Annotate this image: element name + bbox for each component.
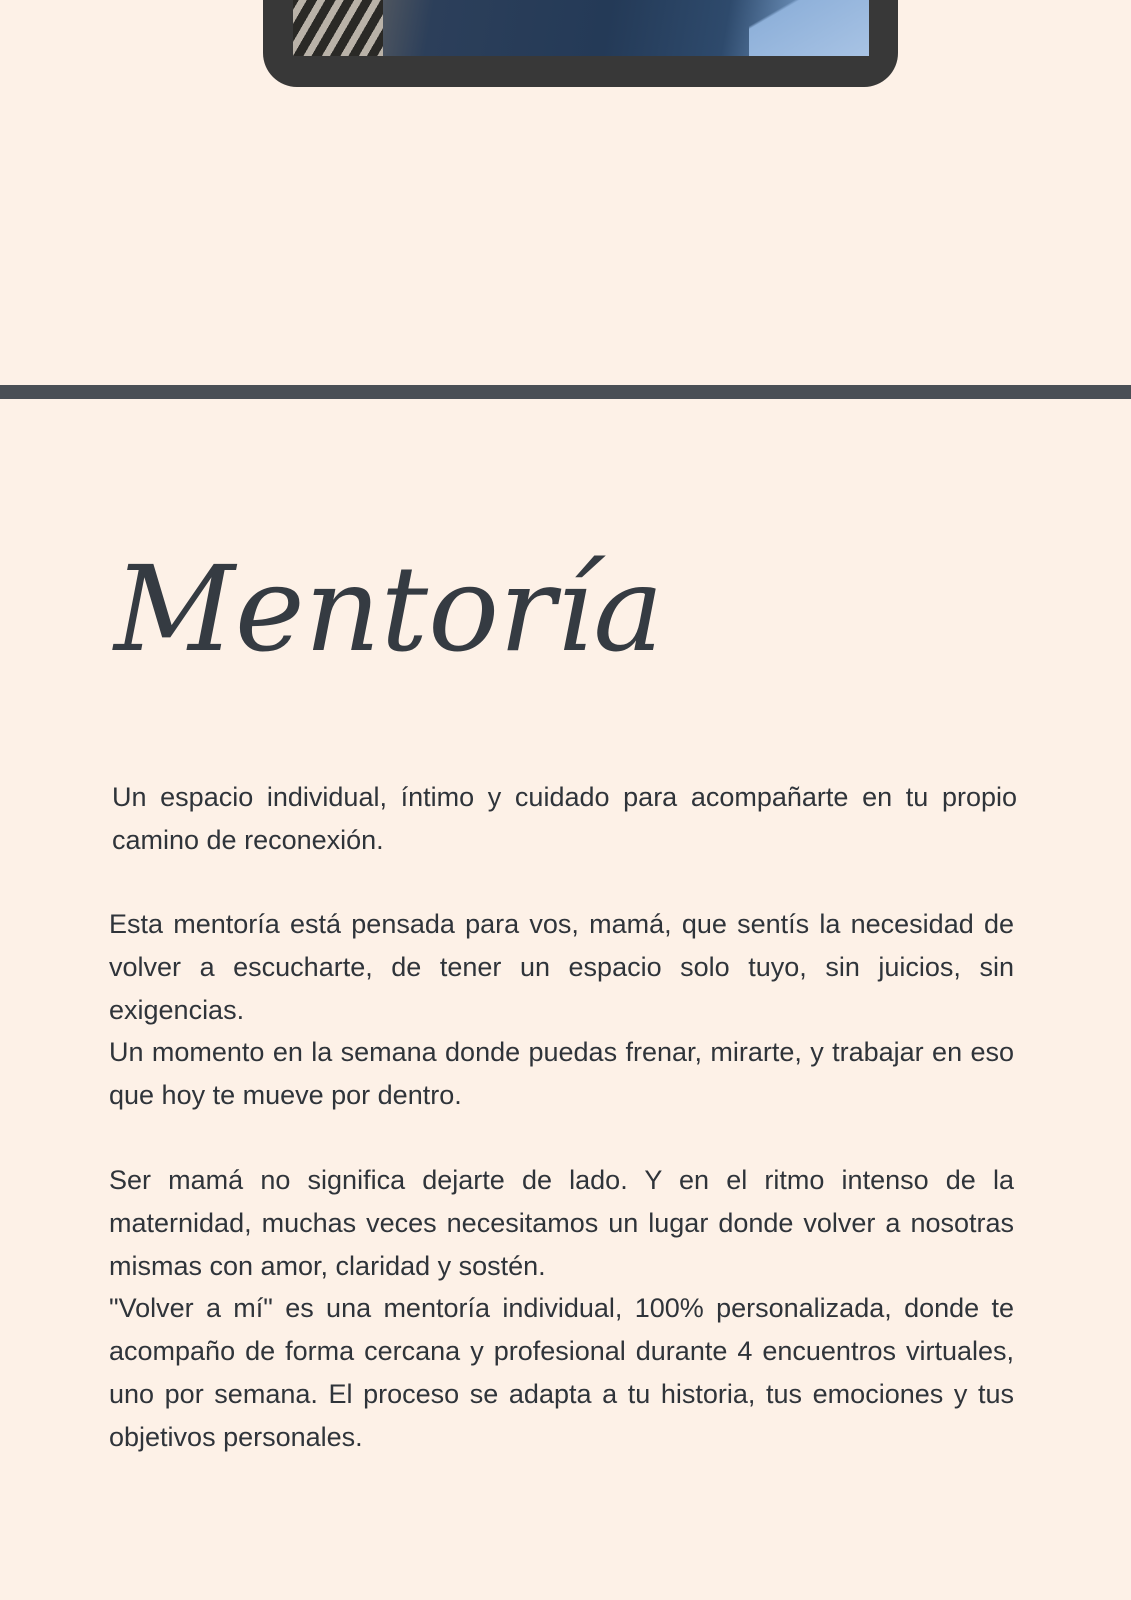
section-title-text: Mentoría [114,540,664,678]
body-paragraph: Esta mentoría está pensada para vos, mamá, que sentís la necesidad de volver a escucharte, de tener un espacio solo tuyo, sin juicios, sin exigencias. [109,909,1014,1025]
photo-image [293,0,869,56]
section-title [108,500,664,695]
photo-frame [263,0,898,87]
photo-striped-fabric [293,0,383,56]
section-divider [0,385,1131,399]
intro-paragraph: Un espacio individual, íntimo y cuidado para acompañarte en tu propio camino de reconexión. [112,782,1017,855]
photo-denim-highlight [749,0,869,56]
body-paragraph: Ser mamá no significa dejarte de lado. Y en el ritmo intenso de la maternidad, muchas veces necesitamos un lugar donde volver a nosotras mismas con amor, claridad y sostén. [109,1165,1014,1281]
body-paragraph: "Volver a mí" es una mentoría individual, 100% personalizada, donde te acompaño de forma cercana y profesional durante 4 encuentros virtuales, uno por semana. El proceso se adapta a tu historia, tus emociones y tus objetivos personales. [109,1293,1014,1452]
body-paragraph: Un momento en la semana donde puedas frenar, mirarte, y trabajar en eso que hoy te mueve por dentro. [109,1037,1014,1110]
